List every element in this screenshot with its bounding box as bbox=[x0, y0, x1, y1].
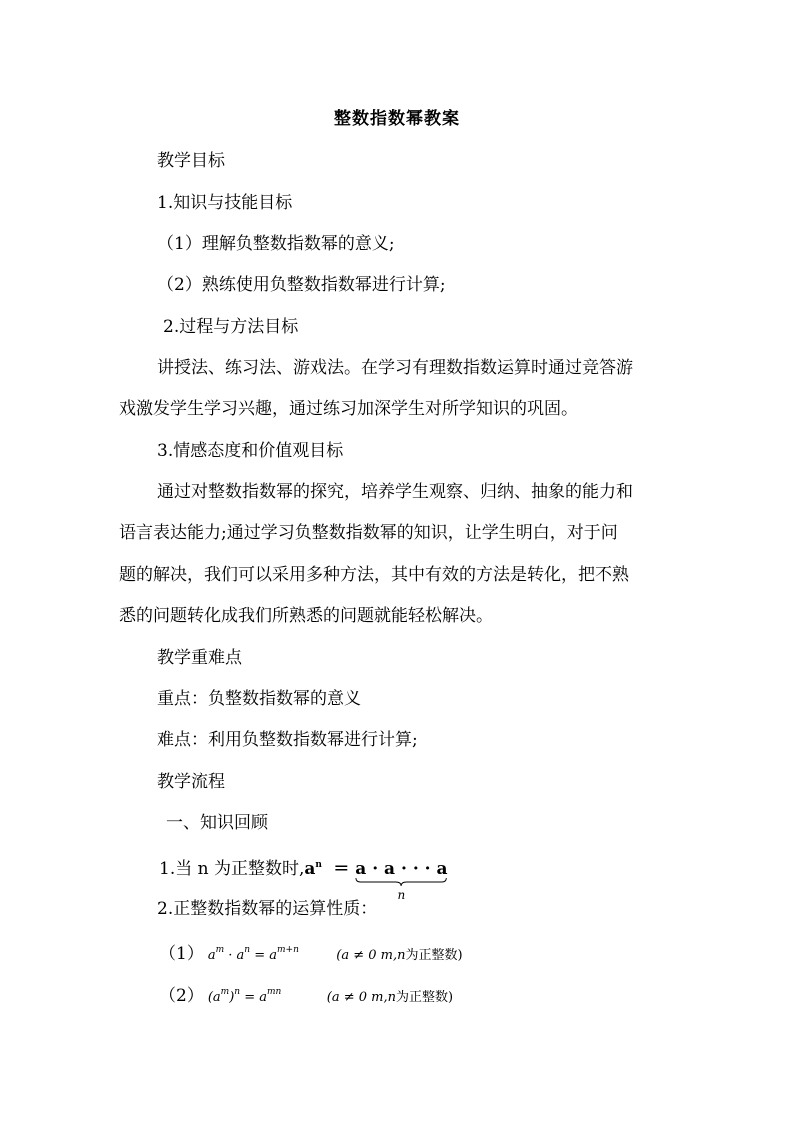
paragraph-attitude-line-1: 通过对整数指数幂的探究，培养学生观察、归纳、抽象的能力和 bbox=[157, 482, 633, 502]
section-heading-key-points: 教学重难点 bbox=[157, 648, 242, 668]
page-title: 整数指数幂教案 bbox=[334, 109, 460, 129]
paragraph-attitude-line-3: 题的解决，我们可以采用多种方法，其中有效的方法是转化，把不熟 bbox=[119, 565, 629, 585]
rule-1-condition: (a ≠ 0 m,n为正整数) bbox=[336, 948, 463, 963]
rule-2-condition: (a ≠ 0 m,n为正整数) bbox=[326, 990, 454, 1005]
rule-1 bbox=[159, 939, 463, 967]
goal-item-2: （2）熟练使用负整数指数幂进行计算; bbox=[157, 275, 446, 295]
rule-2-label: （2） bbox=[159, 986, 204, 1006]
difficult-point: 难点：利用负整数指数幂进行计算; bbox=[157, 730, 418, 750]
formula-equals: = bbox=[333, 857, 350, 879]
paragraph-attitude-line-4: 悉的问题转化成我们所熟悉的问题就能轻松解决。 bbox=[119, 606, 493, 626]
paragraph-process-line-2: 戏激发学生学习兴趣，通过练习加深学生对所学知识的巩固。 bbox=[119, 399, 578, 419]
ops-heading: 2.正整数指数幂的运算性质： bbox=[157, 899, 378, 919]
paragraph-attitude-line-2: 语言表达能力;通过学习负整数指数幂的知识，让学生明白，对于问 bbox=[119, 523, 618, 543]
rule-1-formula: $a^m \cdot a^n = a^{m+n}$ bbox=[207, 945, 299, 963]
subheading-knowledge: 1.知识与技能目标 bbox=[157, 193, 293, 213]
paragraph-process-line-1: 讲授法、练习法、游戏法。在学习有理数指数运算时通过竞答游 bbox=[157, 358, 633, 378]
subheading-attitude: 3.情感态度和价值观目标 bbox=[157, 441, 344, 461]
rule-2-formula: $(a^m)^n = a^{mn}$ bbox=[207, 987, 282, 1005]
section-heading-goals: 教学目标 bbox=[157, 151, 225, 171]
goal-item-1: （1）理解负整数指数幂的意义; bbox=[157, 234, 395, 254]
formula-prefix: 1.当 n 为正整数时, bbox=[159, 859, 305, 879]
subheading-process: 2.过程与方法目标 bbox=[163, 317, 299, 337]
underbrace-label: n bbox=[397, 888, 406, 902]
section-heading-process: 教学流程 bbox=[157, 772, 225, 792]
formula-rhs-underbrace: a · a · · · a n bbox=[355, 858, 447, 880]
key-point: 重点：负整数指数幂的意义 bbox=[157, 689, 361, 709]
subheading-review: 一、知识回顾 bbox=[166, 813, 268, 833]
rule-1-label: （1） bbox=[159, 944, 204, 964]
formula-lhs: $a^n$ bbox=[304, 859, 322, 879]
rule-2 bbox=[159, 981, 453, 1009]
